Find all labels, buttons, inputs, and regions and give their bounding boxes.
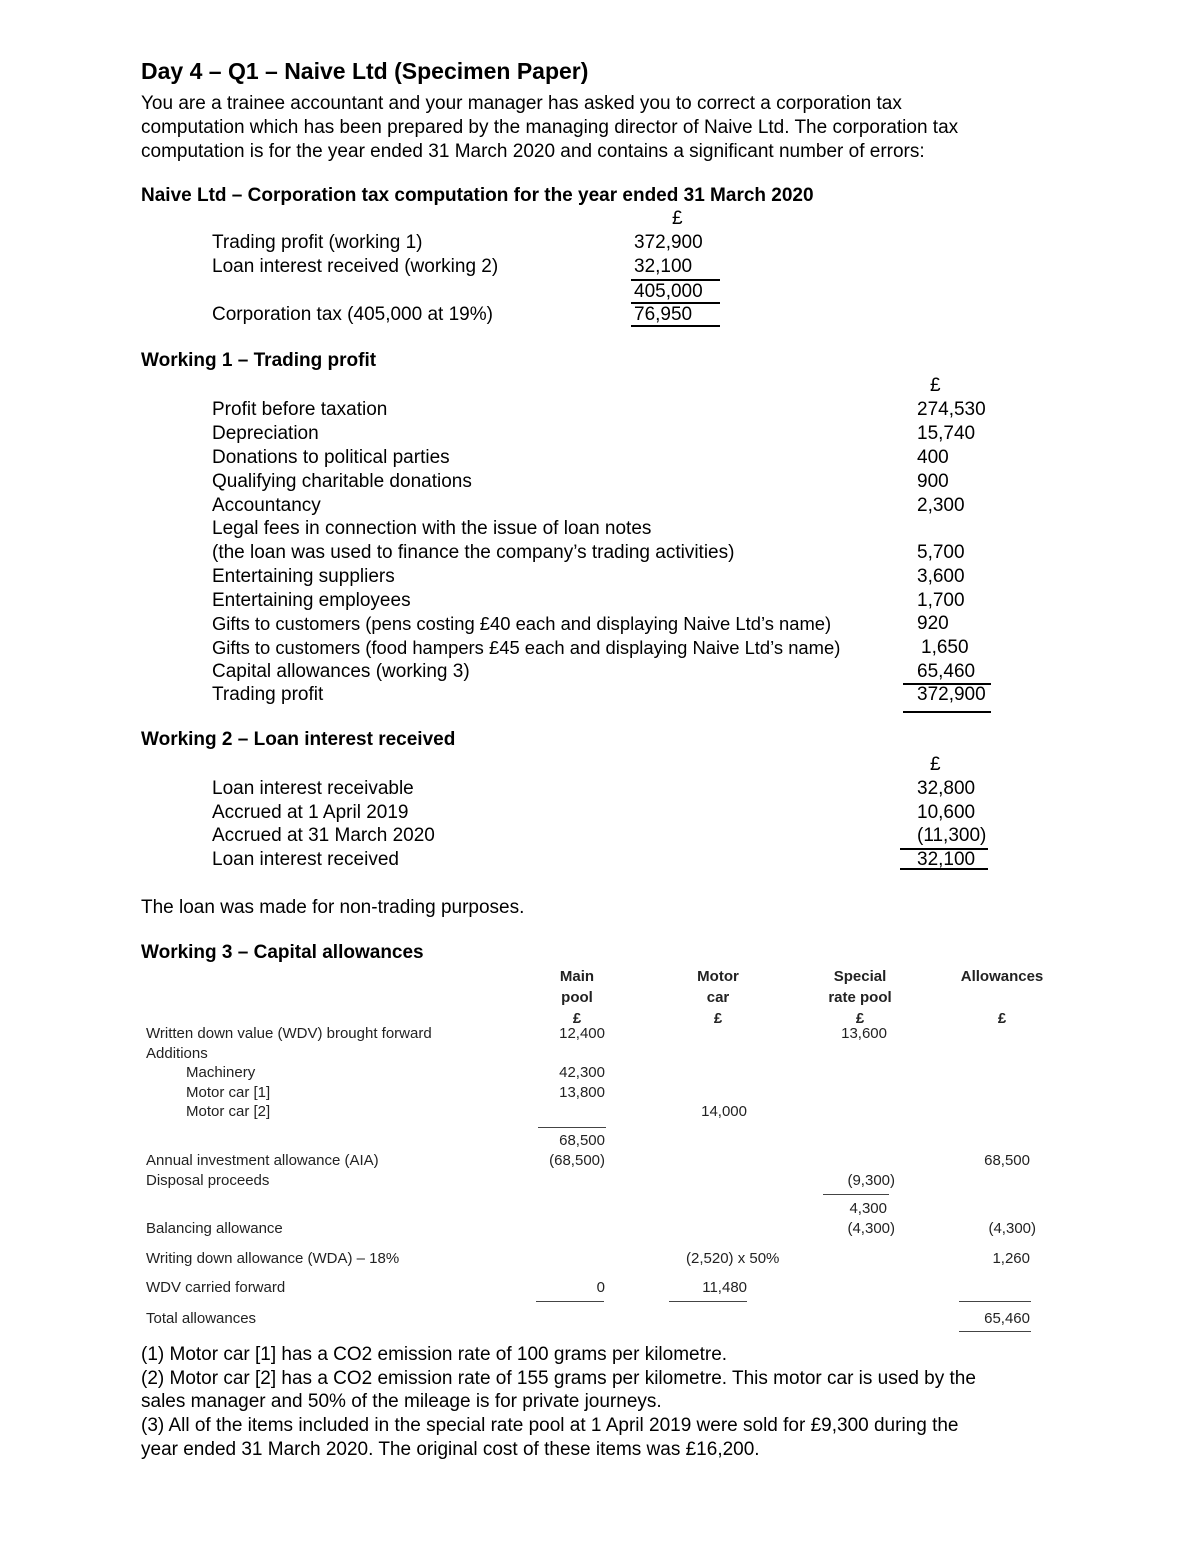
w1-value: 5,700: [917, 542, 965, 563]
subtotal-rule: [823, 1194, 889, 1195]
w3-label: Written down value (WDV) brought forward: [146, 1025, 432, 1042]
currency-symbol: £: [930, 375, 941, 396]
computation-subtotal: 405,000: [634, 281, 703, 302]
w1-label: Gifts to customers (food hampers £45 each and displaying Naive Ltd’s name): [212, 637, 841, 658]
w1-label: Depreciation: [212, 423, 319, 444]
w3-value: 0: [596, 1279, 605, 1296]
w3-value: 13,600: [841, 1025, 887, 1042]
w3-label: Machinery: [186, 1064, 256, 1081]
total-rule: [631, 325, 720, 327]
note-line: (3) All of the items included in the special rate pool at 1 April 2019 were sold for £9,300 during the: [141, 1415, 959, 1437]
w3-value: 14,000: [701, 1103, 747, 1120]
total-rule: [669, 1301, 747, 1302]
note-line: (1) Motor car [1] has a CO2 emission rate of 100 grams per kilometre.: [141, 1344, 728, 1365]
col-header-special-rate-pool: Special rate pool £: [828, 968, 892, 1027]
w2-label: Loan interest received: [212, 849, 399, 870]
w3-value: (4,300): [988, 1220, 1036, 1237]
w3-value: 42,300: [559, 1064, 605, 1081]
w3-value: 11,480: [702, 1279, 747, 1296]
col-header-motor-car: Motor car £: [697, 968, 739, 1027]
w1-value: 15,740: [917, 423, 976, 444]
computation-label: Corporation tax (405,000 at 19%): [212, 304, 493, 325]
w3-label: Total allowances: [146, 1310, 257, 1327]
total-rule: [959, 1331, 1031, 1332]
w3-total: 65,460: [984, 1310, 1030, 1327]
w1-value: 400: [917, 447, 949, 468]
w3-label: Motor car [1]: [186, 1084, 271, 1101]
total-rule: [903, 711, 991, 713]
note-line: (2) Motor car [2] has a CO2 emission rate of 155 grams per kilometre. This motor car is used by the: [141, 1367, 976, 1389]
notes: [141, 1343, 976, 1462]
w1-label: Donations to political parties: [212, 447, 450, 468]
working1-heading: Working 1 – Trading profit: [141, 350, 377, 371]
note-line: year ended 31 March 2020. The original cost of these items was £16,200.: [141, 1438, 760, 1460]
w2-total: 32,100: [917, 849, 976, 870]
loan-note: The loan was made for non-trading purposes.: [141, 897, 525, 918]
w1-value: 65,460: [917, 661, 976, 682]
w3-value: (2,520) x 50%: [686, 1250, 780, 1267]
w1-total: 372,900: [917, 684, 986, 705]
w3-label: Motor car [2]: [186, 1103, 271, 1120]
w1-value: 2,300: [917, 495, 965, 516]
computation-value: 76,950: [634, 304, 693, 325]
w2-label: Accrued at 1 April 2019: [212, 802, 409, 823]
w3-label: Balancing allowance: [146, 1220, 283, 1237]
w2-label: Accrued at 31 March 2020: [212, 825, 435, 846]
intro-line: computation which has been prepared by the managing director of Naive Ltd. The corporation tax: [141, 117, 959, 138]
w3-label: Writing down allowance (WDA) – 18%: [146, 1250, 400, 1267]
w1-label: Gifts to customers (pens costing £40 each and displaying Naive Ltd’s name): [212, 613, 832, 634]
w2-value: 32,800: [917, 778, 976, 799]
w1-label: (the loan was used to finance the company’s trading activities): [212, 542, 735, 563]
working2-heading: Working 2 – Loan interest received: [141, 729, 456, 750]
computation-label: Trading profit (working 1): [212, 232, 423, 253]
w1-value: 1,700: [917, 590, 965, 611]
w1-label: Entertaining suppliers: [212, 566, 395, 587]
w1-value: 274,530: [917, 399, 986, 420]
w3-value: 68,500: [984, 1152, 1030, 1169]
total-rule: [959, 1301, 1031, 1302]
w1-label: Qualifying charitable donations: [212, 471, 472, 492]
intro-line: computation is for the year ended 31 March 2020 and contains a significant number of errors:: [141, 141, 925, 162]
w2-value: 10,600: [917, 802, 976, 823]
computation-heading: Naive Ltd – Corporation tax computation for the year ended 31 March 2020: [141, 185, 814, 206]
w1-label: Entertaining employees: [212, 590, 411, 611]
w2-value: (11,300): [917, 825, 987, 846]
working3-heading: Working 3 – Capital allowances: [141, 942, 424, 963]
w3-value: (4,300): [847, 1220, 895, 1237]
note-line: sales manager and 50% of the mileage is for private journeys.: [141, 1391, 662, 1413]
currency-symbol: £: [930, 754, 941, 775]
computation-value: 32,100: [634, 256, 693, 277]
w1-label: Capital allowances (working 3): [212, 661, 470, 682]
page-title: Day 4 – Q1 – Naive Ltd (Specimen Paper): [141, 58, 589, 84]
intro-paragraph: [141, 92, 958, 164]
col-header-allowances: Allowances £: [960, 968, 1044, 1027]
col-header-main-pool: Main pool £: [559, 968, 595, 1027]
w1-label: Legal fees in connection with the issue of loan notes: [212, 518, 652, 539]
w1-label: Profit before taxation: [212, 399, 388, 420]
w1-value: 1,650: [921, 637, 969, 658]
total-rule: [900, 868, 988, 870]
w3-value: (9,300): [847, 1172, 895, 1189]
computation-label: Loan interest received (working 2): [212, 256, 499, 277]
w3-value: 12,400: [559, 1025, 605, 1042]
w1-label: Trading profit: [212, 684, 324, 705]
currency-symbol: £: [672, 208, 683, 229]
intro-line: You are a trainee accountant and your manager has asked you to correct a corporation tax: [141, 93, 902, 114]
w3-label: Annual investment allowance (AIA): [146, 1152, 379, 1169]
subtotal-rule: [538, 1127, 606, 1128]
w3-value: 1,260: [992, 1250, 1030, 1267]
w3-value: (68,500): [549, 1152, 605, 1169]
total-rule: [536, 1301, 604, 1302]
w1-value: 900: [917, 471, 949, 492]
w3-value: 13,800: [559, 1084, 605, 1101]
w2-label: Loan interest receivable: [212, 778, 414, 799]
w1-value: 920: [917, 613, 949, 634]
w1-value: 3,600: [917, 566, 965, 587]
w1-label: Accountancy: [212, 495, 321, 516]
w3-label: Additions: [146, 1045, 208, 1062]
w3-value: 68,500: [559, 1132, 605, 1149]
w3-label: Disposal proceeds: [146, 1172, 270, 1189]
computation-value: 372,900: [634, 232, 703, 253]
w3-label: WDV carried forward: [146, 1279, 286, 1296]
w3-value: 4,300: [849, 1200, 887, 1217]
